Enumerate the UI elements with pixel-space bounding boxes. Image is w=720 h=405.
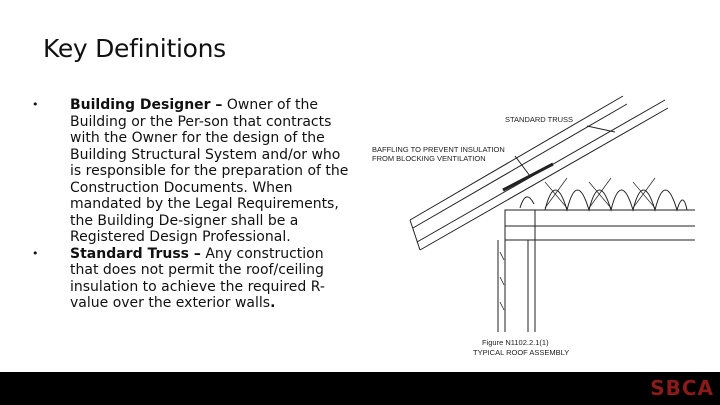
label-standard-truss: STANDARD TRUSS (505, 115, 574, 124)
footer-bar (0, 372, 720, 405)
roof-assembly-figure (365, 92, 715, 367)
sbca-logo: SBCA (650, 376, 714, 400)
baffle-line (503, 164, 553, 190)
figure-caption: TYPICAL ROOF ASSEMBLY (473, 348, 570, 357)
slide-title: Key Definitions (43, 34, 226, 63)
definition-standard-truss (30, 246, 350, 312)
definition-text: Any construction that does not permit the roof/ceiling insulation to achieve the required R-value over the exterior walls (70, 245, 325, 311)
truss-top-chord (420, 108, 668, 250)
definition-building-designer (30, 97, 350, 246)
top-plate (505, 226, 535, 240)
wall-hatch (500, 252, 504, 310)
leader-line (587, 126, 615, 132)
insulation-batt (520, 197, 534, 208)
definition-term: Standard Truss – (70, 245, 201, 262)
insulation-batt (545, 178, 655, 208)
definition-term: Building Designer – (70, 97, 223, 113)
bullet-icon: • (32, 98, 39, 111)
definition-end: . (270, 295, 276, 311)
definition-list (30, 97, 350, 312)
label-baffling-line1: BAFFLING TO PREVENT INSULATION (372, 145, 505, 154)
definition-text: Owner of the Building or the Per-son that contracts with the Owner for the design of the Building Structural System and/or who is responsible for the preparation of the Construction Documents. When mandated by the Legal Requirements, the Building De-signer shall be a Registered Design Professional. (70, 97, 349, 245)
figure-number: Figure N1102.2.1(1) (482, 338, 549, 347)
leader-line (515, 156, 530, 176)
top-plate (505, 210, 535, 226)
bullet-icon: • (32, 246, 39, 260)
label-baffling-line2: FROM BLOCKING VENTILATION (372, 154, 486, 163)
